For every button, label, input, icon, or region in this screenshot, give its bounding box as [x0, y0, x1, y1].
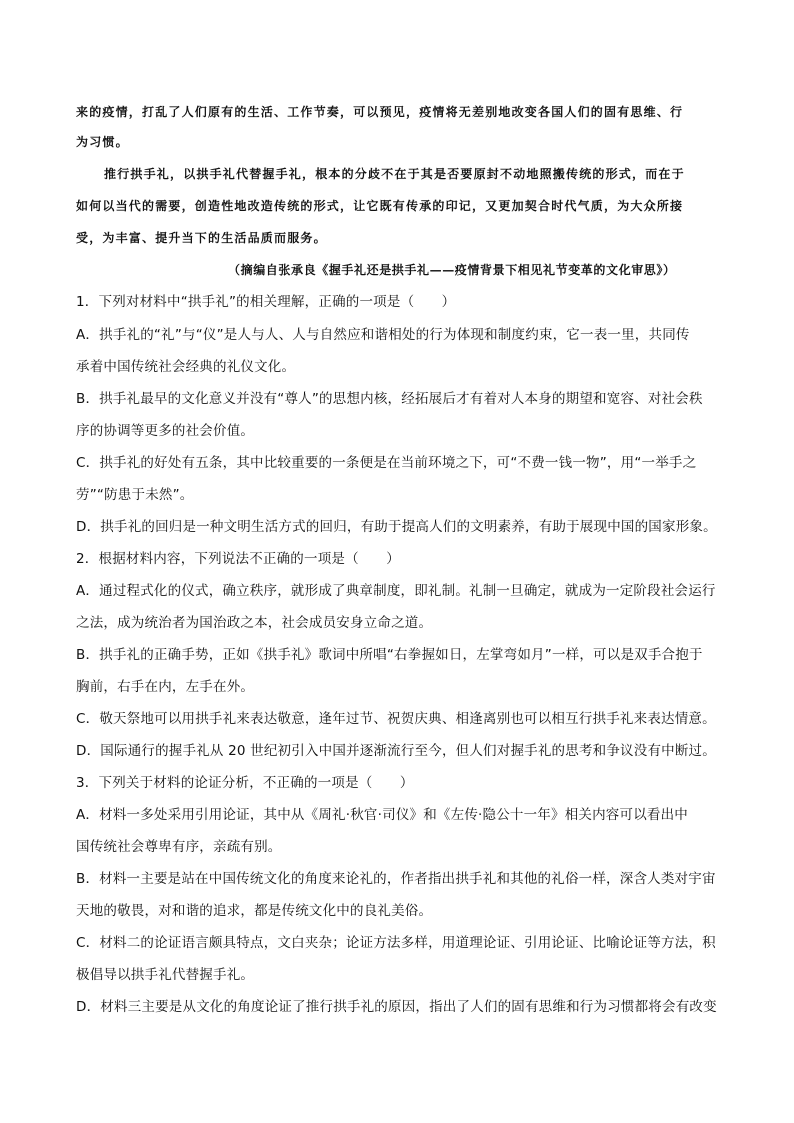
- q2-option-b-line2: 胸前，右手在内，左手在外。: [76, 679, 255, 695]
- q1-option-a-line2: 承着中国传统社会经典的礼仪文化。: [76, 359, 296, 375]
- passage-line-3: 推行拱手礼，以拱手礼代替握手礼，根本的分歧不在于其是否要原封不动地照搬传统的形式，而在于: [104, 167, 685, 181]
- q1-option-b-line2: 序的协调等更多的社会价值。: [76, 423, 255, 439]
- q1-option-b-line1: B．拱手礼最早的文化意义并没有“尊人”的思想内核，经拓展后才有着对人本身的期望和宽容、对社会秩: [76, 391, 703, 407]
- q1-option-a-line1: A．拱手礼的“礼”与“仪”是人与人、人与自然应和谐相处的行为体现和制度约束，它一表一里，共同传: [76, 327, 690, 343]
- q1-option-d-line1: D．拱手礼的回归是一种文明生活方式的回归，有助于提高人们的文明素养，有助于展现中国的国家形象。: [76, 519, 717, 535]
- q3-option-c-line1: C．材料二的论证语言颇具特点，文白夹杂；论证方法多样，用道理论证、引用论证、比喻论证等方法，积: [76, 935, 716, 951]
- q2-option-c-line1: C．敬天祭地可以用拱手礼来表达敬意，逢年过节、祝贺庆典、相逢离别也可以相互行拱手礼来表达情意。: [76, 711, 716, 727]
- q3-stem: 3．下列关于材料的论证分析，不正确的一项是（ ）: [76, 775, 414, 791]
- q3-option-b-line1: B．材料一主要是站在中国传统文化的角度来论礼的，作者指出拱手礼和其他的礼俗一样，深含人类对宇宙: [76, 871, 716, 887]
- q1-option-c-line2: 劳”“防患于未然”。: [76, 487, 194, 503]
- q3-option-d-line1: D．材料三主要是从文化的角度论证了推行拱手礼的原因，指出了人们的固有思维和行为习惯都将会有改变: [76, 999, 717, 1015]
- passage-line-5: 受，为丰富、提升当下的生活品质而服务。: [76, 231, 327, 245]
- q3-option-a-line1: A．材料一多处采用引用论证，其中从《周礼·秋官·司仪》和《左传·隐公十一年》相关内容可以看出中: [76, 807, 689, 823]
- q2-option-a-line1: A．通过程式化的仪式，确立秩序，就形成了典章制度，即礼制。礼制一旦确定，就成为一定阶段社会运行: [76, 583, 716, 599]
- q3-option-a-line2: 国传统社会尊卑有序，亲疏有别。: [76, 839, 282, 855]
- passage-line-1: 来的疫情，打乱了人们原有的生活、工作节奏，可以预见，疫情将无差别地改变各国人们的固有思维、行: [76, 105, 684, 119]
- passage-line-4: 如何以当代的需要，创造性地改造传统的形式，让它既有传承的印记，又更加契合时代气质，为大众所接: [76, 199, 684, 213]
- q2-option-a-line2: 之法，成为统治者为国治政之本，社会成员安身立命之道。: [76, 615, 433, 631]
- q2-option-b-line1: B．拱手礼的正确手势，正如《拱手礼》歌词中所唱“右拳握如日，左掌弯如月”一样，可以是双手合抱于: [76, 647, 703, 663]
- q3-option-b-line2: 天地的敬畏，对和谐的追求，都是传统文化中的良礼美俗。: [76, 903, 433, 919]
- q3-option-c-line2: 极倡导以拱手礼代替握手礼。: [76, 967, 255, 983]
- passage-source: （摘编自张承良《握手礼还是拱手礼——疫情背景下相见礼节变革的文化审思》）: [228, 263, 676, 277]
- q1-stem: 1．下列对材料中“拱手礼”的相关理解，正确的一项是（ ）: [76, 294, 456, 310]
- q1-option-c-line1: C．拱手礼的好处有五条，其中比较重要的一条便是在当前环境之下，可“不费一钱一物”，用“一举手之: [76, 455, 697, 471]
- passage-line-2: 为习惯。: [76, 135, 129, 149]
- q2-option-d-line1: D．国际通行的握手礼从 20 世纪初引入中国并逐渐流行至今，但人们对握手礼的思考和争议没有中断过。: [76, 743, 716, 759]
- q2-stem: 2．根据材料内容，下列说法不正确的一项是（ ）: [76, 551, 400, 567]
